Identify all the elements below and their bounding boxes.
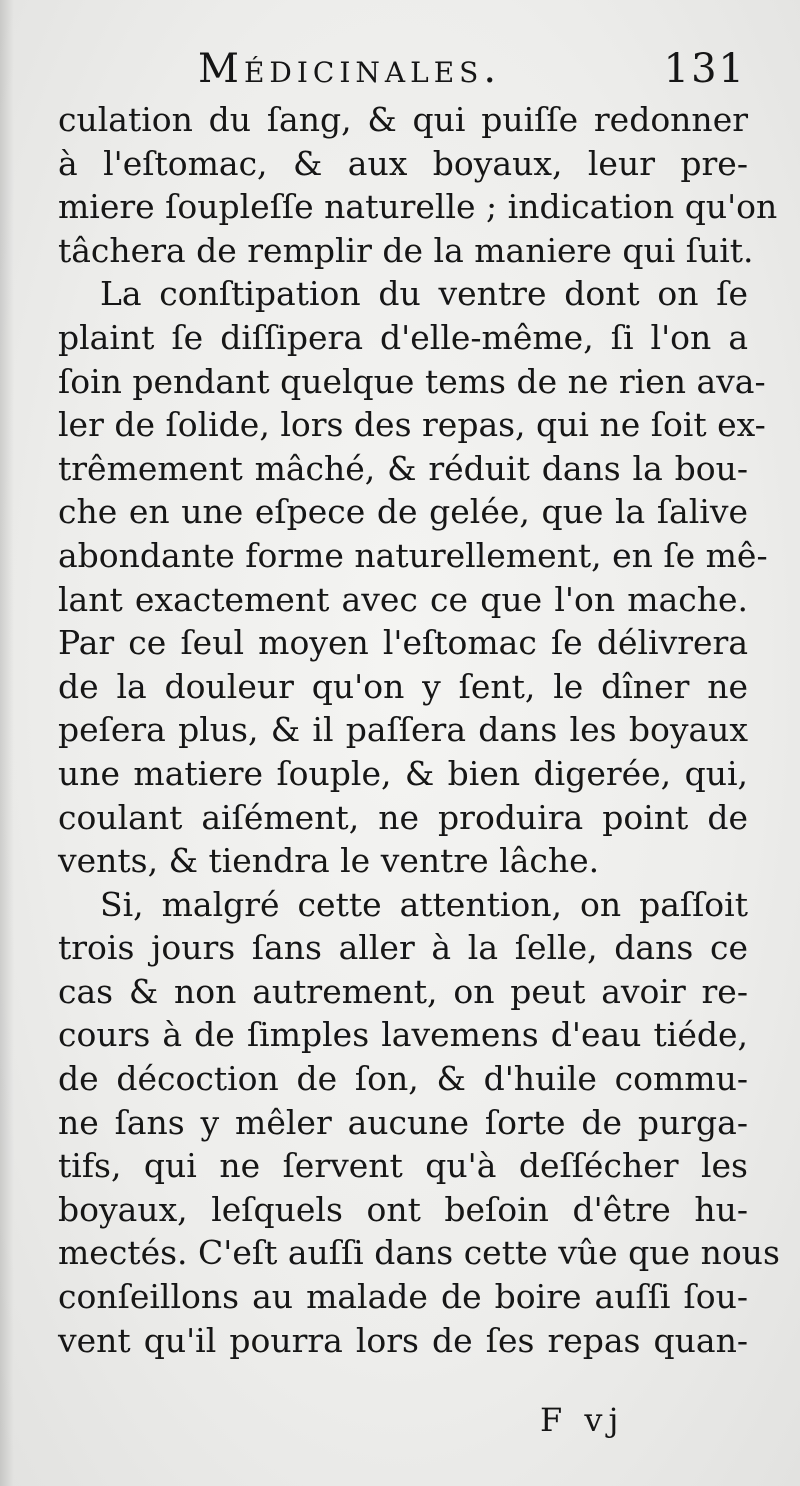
text-line: trêmement mâché, & réduit dans la bou- [58,448,748,488]
text-line: Par ce ſeul moyen l'eſtomac ſe délivrera [58,623,748,663]
paragraph-start-line: La conſtipation du ventre dont on ſe [100,274,748,314]
text-line: de la douleur qu'on y ſent, le dîner ne [58,666,748,706]
text-line: plaint ſe diſſipera d'elle-même, ſi l'on a [58,317,748,357]
text-line: lant exactement avec ce que l'on mache. [58,579,748,619]
running-title: Médicinales. [198,46,502,92]
text-line: tifs, qui ne ſervent qu'à deſſécher les [58,1146,748,1186]
text-line: tâchera de remplir de la maniere qui ſuit. [58,230,754,270]
text-line: coulant aiſément, ne produira point de [58,797,748,837]
paragraph-start-line: Si, malgré cette attention, on paſſoit [100,884,748,924]
text-line: ſoin pendant quelque tems de ne rien ava- [58,361,766,401]
text-line: peſera plus, & il paſſera dans les boyaux [58,710,748,750]
text-line: ne ſans y mêler aucune ſorte de purga- [58,1102,748,1142]
text-line: culation du ſang, & qui puiſſe redonner [58,100,748,139]
text-line: vent qu'il pourra lors de ſes repas quan- [58,1320,748,1360]
text-line: abondante forme naturellement, en ſe mê- [58,535,768,575]
text-line: ler de ſolide, lors des repas, qui ne ſoit ex- [58,405,766,445]
text-line: che en une eſpece de gelée, que la ſalive [58,492,748,532]
page-header [198,44,746,94]
text-line: de décoction de ſon, & d'huile commu- [58,1059,748,1099]
body-text [58,98,780,1362]
text-line: boyaux, leſquels ont beſoin d'être hu- [58,1189,748,1229]
text-line: vents, & tiendra le ventre lâche. [58,841,600,881]
text-line: conſeillons au malade de boire auſſi ſou- [58,1277,748,1317]
page-fold-shadow [0,0,14,1486]
text-line: miere ſoupleſſe naturelle ; indication qu'on [58,187,778,227]
text-line: trois jours ſans aller à la ſelle, dans ce [58,928,748,968]
text-line: cas & non autrement, on peut avoir re- [58,971,748,1011]
page-number: 131 [663,46,746,92]
signature-mark: F vj [540,1401,625,1439]
text-line: à l'eſtomac, & aux boyaux, leur pre- [58,143,748,183]
text-line: une matiere ſouple, & bien digerée, qui, [58,753,748,793]
text-line: cours à de ſimples lavemens d'eau tiéde, [58,1015,748,1055]
text-line: mectés. C'eſt auſſi dans cette vûe que nous [58,1233,780,1273]
